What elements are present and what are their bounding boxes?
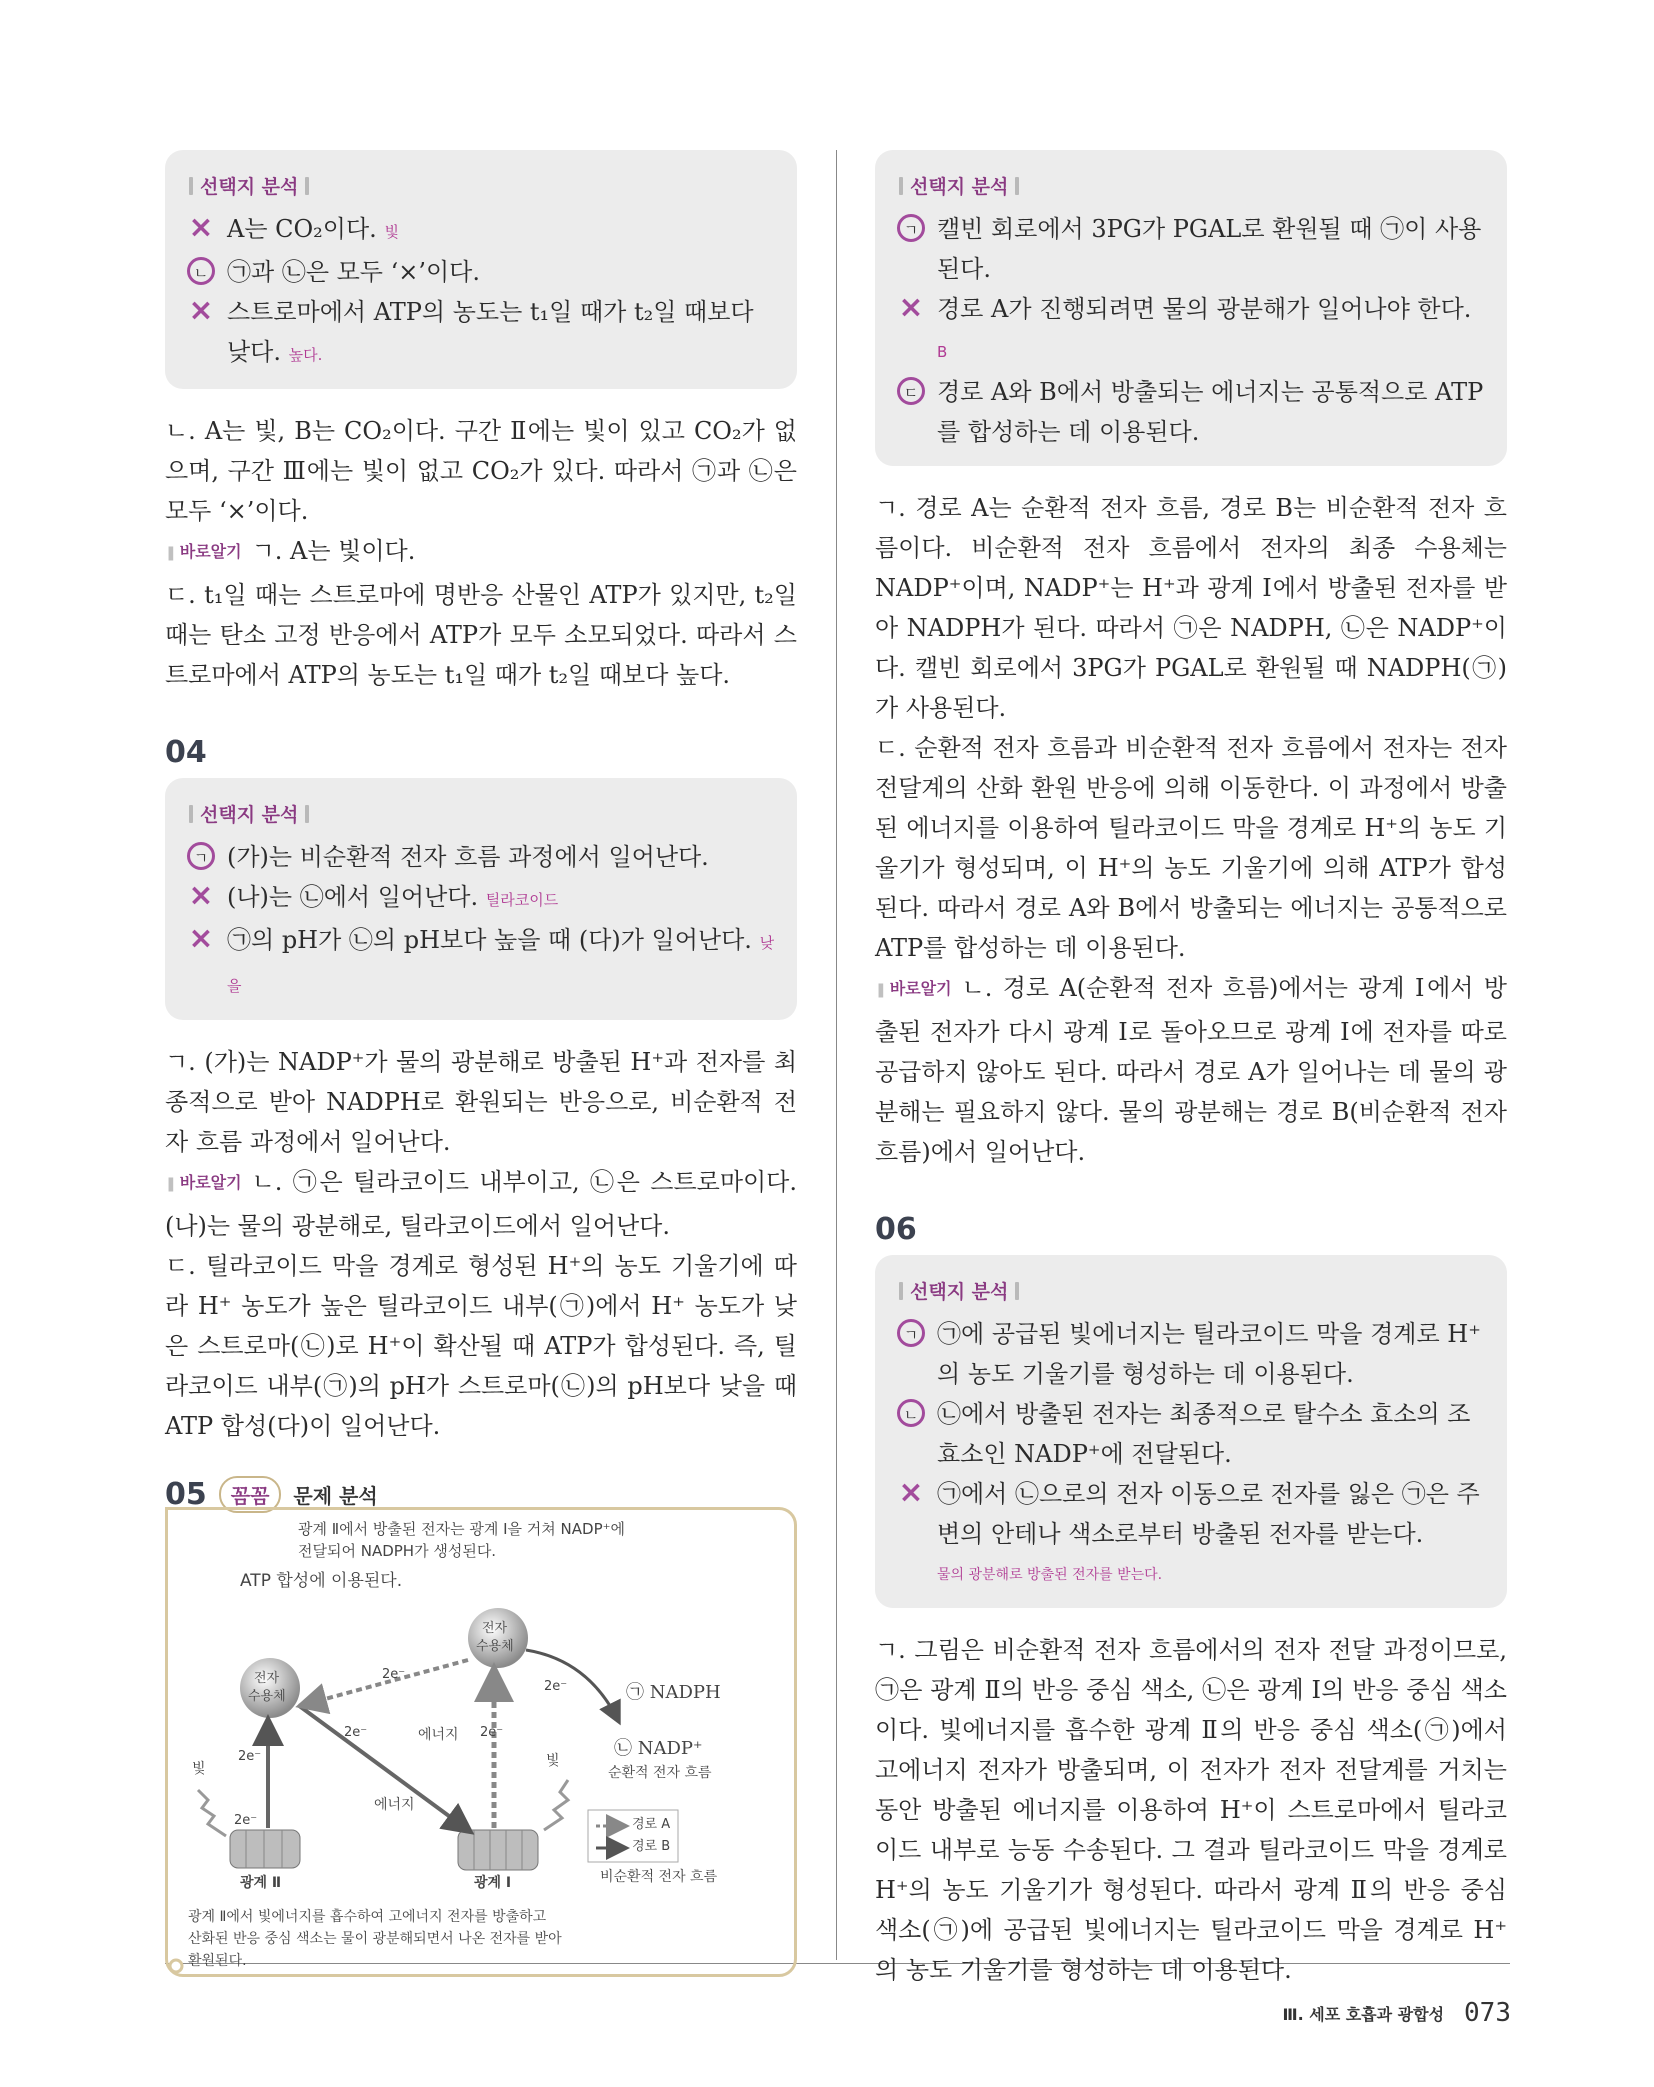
nadph-label: ㉠ NADPH (626, 1682, 721, 1703)
column-divider (836, 150, 837, 1960)
photosystem-1-icon (458, 1830, 538, 1870)
electron-transport-figure (165, 1507, 797, 1977)
wrong-mark-icon: × (188, 878, 214, 913)
electron-label: 2e⁻ (480, 1725, 504, 1740)
correction-line: ❚ 바로알기 ㄱ. A는 빛이다. (165, 531, 797, 575)
wrong-mark-icon: × (898, 290, 924, 325)
wrong-mark-icon: × (898, 1475, 924, 1510)
correction-note: 틸라코이드 (485, 891, 559, 909)
acceptor-left-label-1: 전자 (254, 1671, 280, 1686)
caption-top-2: 전달되어 NADPH가 생성된다. (298, 1542, 497, 1560)
choice-item: ㄱ 캘빈 회로에서 3PG가 PGAL로 환원될 때 ㉠이 사용된다. (897, 209, 1485, 289)
photosystem-2-icon (230, 1830, 300, 1868)
route-a-label: 경로 A (632, 1817, 671, 1832)
acceptor-right-label-2: 수용체 (476, 1639, 514, 1654)
choice-item: × (나)는 ㉡에서 일어난다. 틸라코이드 (188, 878, 559, 913)
correction-note: 빛 (384, 223, 399, 241)
page-footer (1282, 1998, 1511, 2028)
page-number: 073 (1464, 1998, 1511, 2028)
explanation-paragraph: ㄷ. t₁일 때는 스트로마에 명반응 산물인 ATP가 있지만, t₂일 때는 탄소 고정 반응에서 ATP가 모두 소모되었다. 따라서 스트로마에서 ATP의 농도는 t₁일 때가 t₂일 때보다 높다. (165, 581, 797, 689)
question-number-04: 04 (165, 735, 207, 770)
caption-top-1: 광계 Ⅱ에서 방출된 전자는 광계 Ⅰ을 거쳐 NADP⁺에 (298, 1520, 626, 1538)
nadp-label: ㉡ NADP⁺ (614, 1738, 703, 1759)
correction-line: ❚ 바로알기 ㄴ. ㉠은 틸라코이드 내부이고, ㉡은 스트로마이다. (나)는 물의 광분해로, 틸라코이드에서 일어난다. (165, 1162, 797, 1246)
route-b-label: 경로 B (632, 1839, 671, 1854)
explanation-paragraph: ㄴ. A는 빛, B는 CO₂이다. 구간 Ⅱ에는 빛이 있고 CO₂가 없으며, 구간 Ⅲ에는 빛이 없고 CO₂가 있다. 따라서 ㉠과 ㉡은 모두 ‘×’이다. (165, 417, 797, 525)
atp-label: ATP 합성에 이용된다. (240, 1571, 403, 1591)
choice-item: ㄴ ㉡에서 방출된 전자는 최종적으로 탈수소 효소의 조효소인 NADP⁺에 전달된다. (897, 1394, 1485, 1474)
section-title: Ⅲ. 세포 호흡과 광합성 (1282, 2004, 1445, 2024)
correction-note: 낮을 (227, 934, 775, 995)
problem-analysis-title: 문제 분석 (293, 1484, 378, 1508)
photosystem-2-label: 광계 Ⅱ (240, 1875, 282, 1891)
correct-mark-icon: ㄱ (897, 1319, 925, 1347)
correction-note: B (937, 343, 948, 361)
choice-item: × ㉠에서 ㉡으로의 전자 이동으로 전자를 잃은 ㉠은 주변의 안테나 색소로부터 방출된 전자를 받는다. 물의 광분해로 방출된 전자를 받는다. (898, 1475, 1480, 1583)
correct-mark-icon: ㄷ (897, 377, 925, 405)
noncyclic-flow-label: 비순환적 전자 흐름 (600, 1869, 718, 1885)
correction-tag: ❚ 바로알기 (165, 1163, 242, 1204)
correction-tag: ❚ 바로알기 (165, 532, 242, 573)
wrong-mark-icon: × (188, 210, 214, 245)
choice-item: × 경로 A가 진행되려면 물의 광분해가 일어나야 한다. B (898, 290, 1472, 361)
box-title: 선택지 분석 (899, 172, 1485, 199)
choice-analysis-box-05 (875, 150, 1507, 466)
choice-item: ㄴ ㉠과 ㉡은 모두 ‘×’이다. (187, 252, 775, 292)
energy-label-2: 에너지 (374, 1797, 415, 1813)
electron-label: 2e⁻ (382, 1667, 406, 1682)
right-column (875, 150, 1507, 1994)
box-title: 선택지 분석 (189, 172, 775, 199)
correct-mark-icon: ㄱ (897, 214, 925, 242)
explanation-paragraph: ㄱ. 경로 A는 순환적 전자 흐름, 경로 B는 비순환적 전자 흐름이다. 비순환적 전자 흐름에서 전자의 최종 수용체는 NADP⁺이며, NADP⁺는 H⁺과 광계 Ⅰ에서 방출된 전자를 받아 NADPH가 된다. 따라서 ㉠은 NADPH, ㉡은 NADP⁺이다. 캘빈 회로에서 3PG가 PGAL로 환원될 때 NADPH(㉠)가 사용된다. (875, 494, 1507, 722)
electron-label: 2e⁻ (544, 1679, 568, 1694)
caption-bottom-2: 산화된 반응 중심 색소는 물이 광분해되면서 나온 전자를 받아 (188, 1931, 562, 1947)
box-title: 선택지 분석 (189, 800, 775, 827)
question-number-05: 05 (165, 1477, 207, 1512)
light-arrow-left (198, 1790, 226, 1836)
correction-note: 높다. (288, 346, 323, 364)
photosystem-1-label: 광계 Ⅰ (474, 1875, 512, 1891)
wrong-mark-icon: × (188, 293, 214, 328)
acceptor-left-label-2: 수용체 (248, 1689, 286, 1704)
choice-analysis-box-04 (165, 778, 797, 1020)
energy-label-1: 에너지 (418, 1727, 459, 1743)
correct-mark-icon: ㄴ (897, 1399, 925, 1427)
wrong-mark-icon: × (188, 921, 214, 956)
explanation-paragraph: ㄱ. 그림은 비순환적 전자 흐름에서의 전자 전달 과정이므로, ㉠은 광계 Ⅱ의 반응 중심 색소, ㉡은 광계 Ⅰ의 반응 중심 색소이다. 빛에너지를 흡수한 광계 Ⅱ의 반응 중심 색소(㉠)에서 고에너지 전자가 방출되며, 이 전자가 전자 전달계를 거치는 동안 방출된 에너지를 이용하여 H⁺이 스트로마에서 틸라코이드 내부로 능동 수송된다. 그 결과 틸라코이드 막을 경계로 H⁺의 농도 기울기가 형성된다. 따라서 광계 Ⅱ의 반응 중심 색소(㉠)에 공급된 빛에너지는 틸라코이드 막을 경계로 H⁺의 농도 기울기를 형성하는 데 이용된다. (875, 1636, 1507, 1984)
correction-tag: ❚ 바로알기 (875, 969, 952, 1010)
light-label-2: 빛 (546, 1753, 560, 1769)
explanation-paragraph: ㄷ. 틸라코이드 막을 경계로 형성된 H⁺의 농도 기울기에 따라 H⁺ 농도가 높은 틸라코이드 내부(㉠)에서 H⁺ 농도가 낮은 스트로마(㉡)로 H⁺이 확산될 때 ATP가 합성된다. 즉, 틸라코이드 내부(㉠)의 pH가 스트로마(㉡)의 pH보다 낮을 때 ATP 합성(다)이 일어난다. (165, 1252, 797, 1440)
choice-item: ㄱ (가)는 비순환적 전자 흐름 과정에서 일어난다. (187, 837, 775, 877)
choice-item: ㄷ 경로 A와 B에서 방출되는 에너지는 공통적으로 ATP를 합성하는 데 이용된다. (897, 372, 1485, 452)
choice-item: × 스트로마에서 ATP의 농도는 t₁일 때가 t₂일 때보다 낮다. 높다. (188, 293, 754, 366)
question-number-06: 06 (875, 1212, 917, 1247)
explanation-paragraph: ㄷ. 순환적 전자 흐름과 비순환적 전자 흐름에서 전자는 전자 전달계의 산화 환원 반응에 의해 이동한다. 이 과정에서 방출된 에너지를 이용하여 틸라코이드 막을 경계로 H⁺의 농도 기울기가 형성되며, 이 H⁺의 농도 기울기에 의해 ATP가 합성된다. 따라서 경로 A와 B에서 방출되는 에너지는 공통적으로 ATP를 합성하는 데 이용된다. (875, 734, 1507, 962)
caption-bottom-1: 광계 Ⅱ에서 빛에너지를 흡수하여 고에너지 전자를 방출하고 (188, 1909, 547, 1925)
kkomkkom-badge: 꼼꼼 (219, 1476, 282, 1513)
light-label-1: 빛 (192, 1761, 206, 1777)
electron-label: 2e⁻ (238, 1749, 262, 1764)
electron-label: 2e⁻ (344, 1725, 368, 1740)
correction-line: ❚ 바로알기 ㄴ. 경로 A(순환적 전자 흐름)에서는 광계 Ⅰ에서 방출된 전자가 다시 광계 Ⅰ로 돌아오므로 광계 Ⅰ에 전자를 따로 공급하지 않아도 된다. 따라서 경로 A가 일어나는 데 물의 광분해는 필요하지 않다. 물의 광분해는 경로 B(비순환적 전자 흐름)에서 일어난다. (875, 968, 1507, 1172)
caption-bottom-3: 환원된다. (188, 1953, 247, 1969)
choice-item: × ㉠의 pH가 ㉡의 pH보다 높을 때 (다)가 일어난다. 낮을 (188, 921, 775, 995)
light-arrow-right (544, 1780, 568, 1830)
choice-analysis-box-06 (875, 1255, 1507, 1608)
choice-item: × A는 CO₂이다. 빛 (188, 210, 399, 245)
explanation-paragraph: ㄱ. (가)는 NADP⁺가 물의 광분해로 방출된 H⁺과 전자를 최종적으로 받아 NADPH로 환원되는 반응으로, 비순환적 전자 흐름 과정에서 일어난다. (165, 1048, 797, 1156)
correct-mark-icon: ㄴ (187, 257, 215, 285)
correction-note: 물의 광분해로 방출된 전자를 받는다. (937, 1567, 1163, 1583)
box-title: 선택지 분석 (899, 1277, 1485, 1304)
choice-item: ㄱ ㉠에 공급된 빛에너지는 틸라코이드 막을 경계로 H⁺의 농도 기울기를 형성하는 데 이용된다. (897, 1314, 1485, 1394)
choice-analysis-box-03 (165, 150, 797, 389)
electron-label: 2e⁻ (234, 1813, 258, 1828)
correct-mark-icon: ㄱ (187, 842, 215, 870)
cyclic-flow-label: 순환적 전자 흐름 (608, 1765, 712, 1781)
left-column (165, 150, 797, 1977)
acceptor-right-label-1: 전자 (482, 1621, 508, 1636)
